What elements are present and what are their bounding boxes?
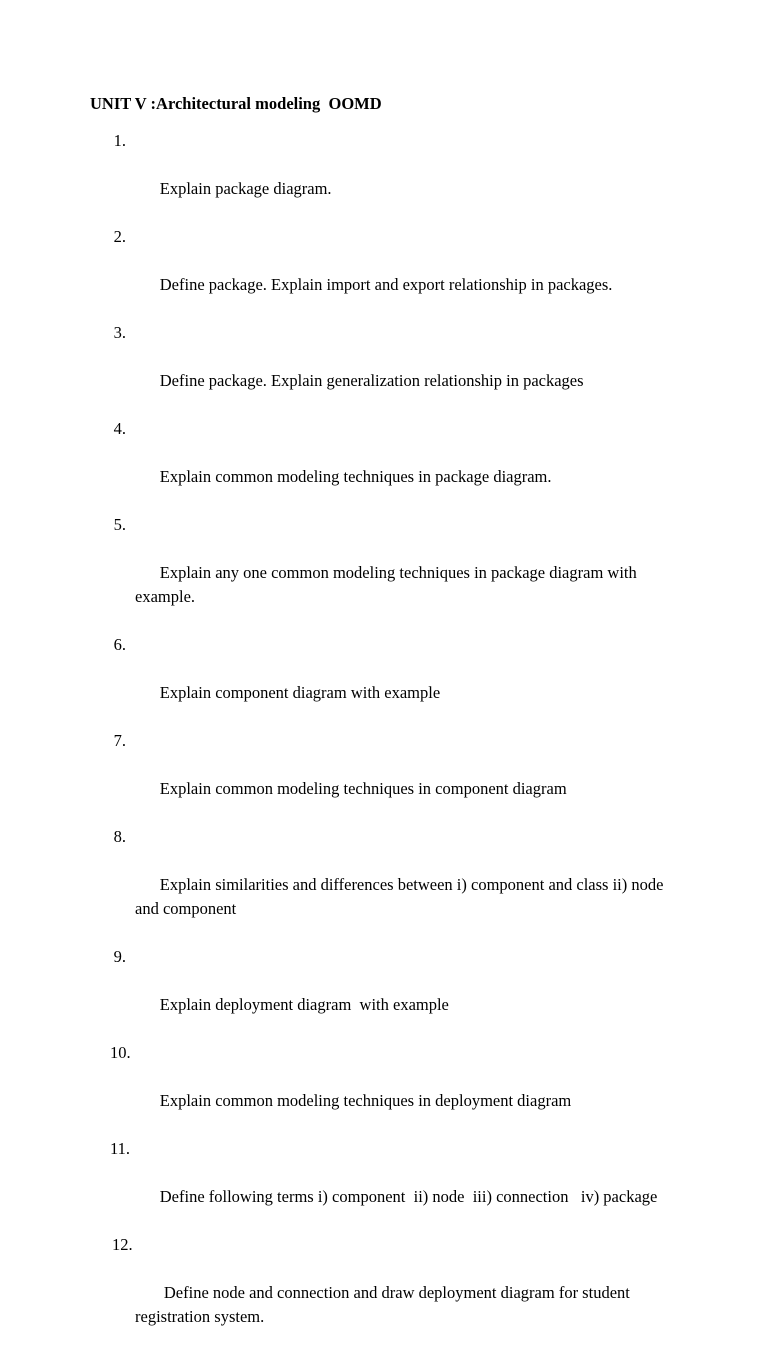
list-number: 11. <box>110 1139 131 1158</box>
list-item <box>90 633 690 729</box>
list-number: 3. <box>113 323 126 342</box>
list-number: 5. <box>113 515 126 534</box>
list-item <box>90 825 690 945</box>
list-number: 6. <box>113 635 126 654</box>
question-text: Define package. Explain import and export relationship in packages. <box>159 275 613 294</box>
list-number: 7. <box>113 731 126 750</box>
question-text: Explain similarities and differences between i) component and class ii) node and component <box>135 875 668 918</box>
list-item <box>90 729 690 825</box>
question-text: Define package. Explain generalization relationship in packages <box>159 371 584 390</box>
list-number: 12. <box>112 1235 133 1254</box>
list-number: 4. <box>113 419 126 438</box>
question-text: Explain common modeling techniques in deployment diagram <box>159 1091 572 1110</box>
list-item <box>90 1041 690 1137</box>
list-item <box>90 417 690 513</box>
list-number: 1. <box>113 131 126 150</box>
question-text: Define node and connection and draw deployment diagram for student registration system. <box>135 1283 634 1326</box>
question-text: Explain deployment diagram with example <box>159 995 449 1014</box>
list-number: 10. <box>110 1043 131 1062</box>
list-item <box>90 513 690 633</box>
list-item <box>90 129 690 225</box>
list-item <box>90 1137 690 1233</box>
question-text: Explain component diagram with example <box>159 683 441 702</box>
list-number: 8. <box>113 827 126 846</box>
list-item <box>90 225 690 321</box>
page-title: UNIT V :Architectural modeling OOMD <box>90 94 382 113</box>
question-text: Explain any one common modeling techniques in package diagram with example. <box>135 563 641 606</box>
list-number: 2. <box>113 227 126 246</box>
question-list <box>90 129 690 1353</box>
question-text: Explain package diagram. <box>159 179 332 198</box>
list-item <box>90 945 690 1041</box>
list-number: 9. <box>113 947 126 966</box>
question-text: Define following terms i) component ii) node iii) connection iv) package <box>159 1187 658 1206</box>
question-text: Explain common modeling techniques in component diagram <box>159 779 567 798</box>
list-item <box>90 1233 690 1353</box>
list-item <box>90 321 690 417</box>
question-text: Explain common modeling techniques in package diagram. <box>159 467 552 486</box>
